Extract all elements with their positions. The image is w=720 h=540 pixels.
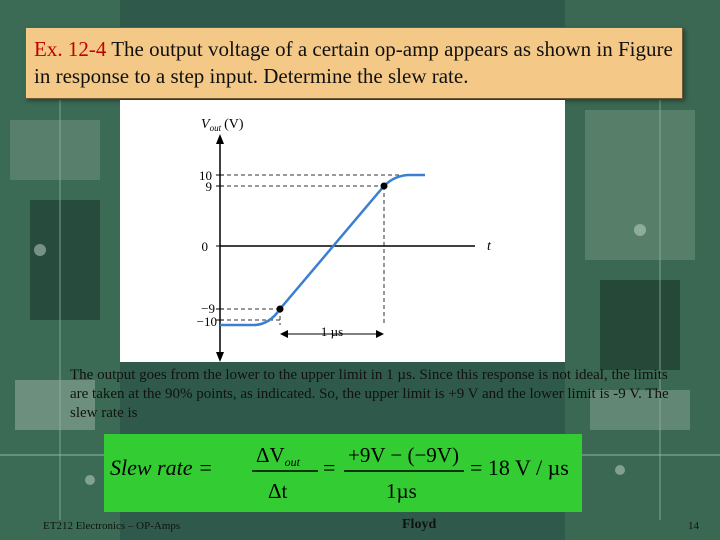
footer-course: ET212 Electronics – OP-Amps xyxy=(43,520,181,532)
title-box xyxy=(25,27,683,99)
tick-label-neg9: −9 xyxy=(201,301,215,316)
title-text: The output voltage of a certain op-amp appears as shown in Figure in response to a step input. Determine the slew rate. xyxy=(34,37,673,88)
explanation-text: The output goes from the lower to the upper limit in 1 µs. Since this response is not ideal, the limits are taken at the 90% points, as indicated. So, the upper limit is +9 V and the lower limit is -9 V. The slew rate is xyxy=(70,367,669,421)
formula-denominator: 1µs xyxy=(386,479,417,503)
slew-rate-formula xyxy=(104,434,582,512)
y-axis-label: $V_{out}$ (V) xyxy=(201,117,244,133)
formula-equals-1: = xyxy=(323,455,336,480)
formula-delta-t: Δt xyxy=(268,479,288,503)
page-number: 14 xyxy=(688,520,699,532)
lower-90-percent-point xyxy=(277,306,284,313)
footer-author: Floyd xyxy=(402,517,437,532)
tick-label-9: 9 xyxy=(205,179,212,194)
slide-title xyxy=(34,36,684,90)
voltage-graph xyxy=(120,100,565,362)
formula-numerator: +9V − (−9V) xyxy=(348,443,459,467)
tick-label-10: 10 xyxy=(199,168,212,183)
voltage-response-figure xyxy=(120,100,565,362)
output-voltage-curve xyxy=(220,175,425,325)
interval-label: 1 µs xyxy=(320,324,344,339)
tick-label-neg10: −10 xyxy=(196,314,217,329)
formula-delta-v: ΔVout xyxy=(256,443,301,469)
upper-90-percent-point xyxy=(381,183,388,190)
formula-lhs: Slew rate = xyxy=(110,455,213,480)
tick-label-0: 0 xyxy=(201,239,208,254)
formula-graphic xyxy=(104,434,582,512)
x-axis-label: t xyxy=(487,239,491,254)
formula-result: = 18 V / µs xyxy=(470,455,569,480)
example-label: Ex. 12-4 xyxy=(34,37,107,61)
